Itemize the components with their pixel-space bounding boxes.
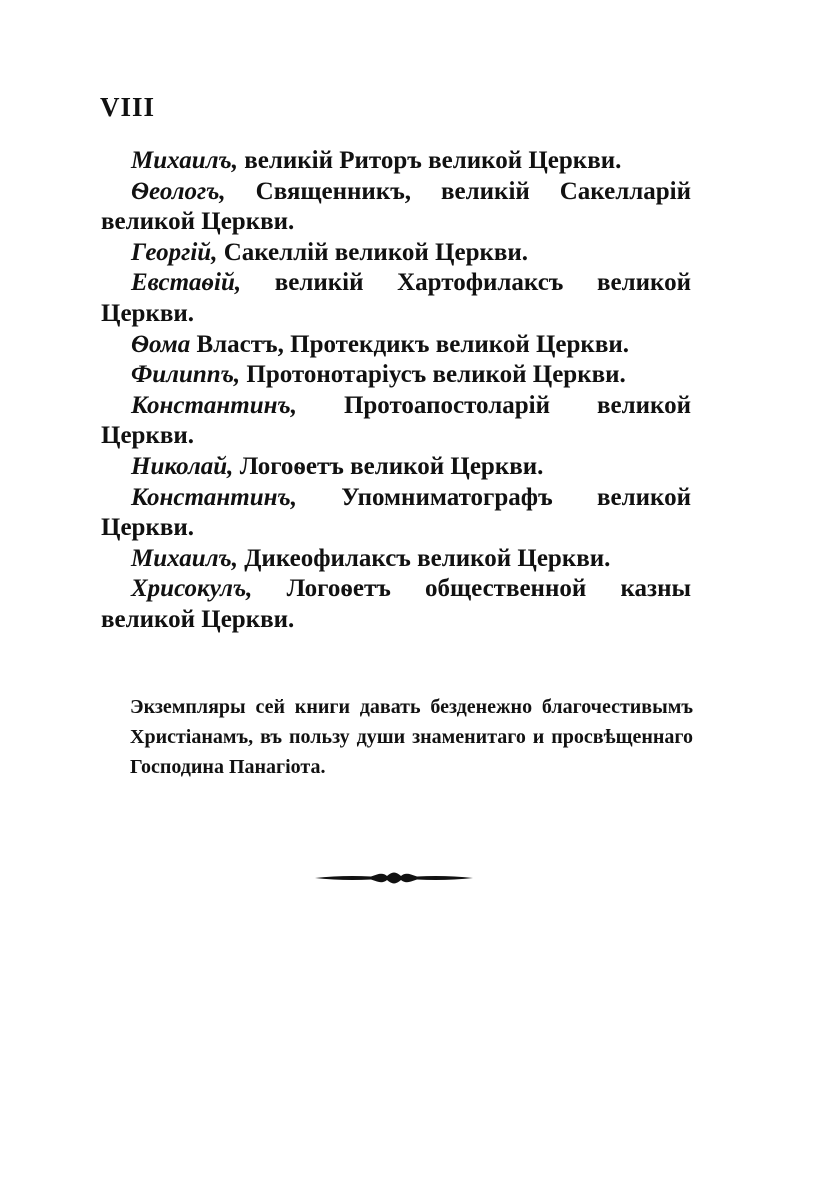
official-title: Дикеофилаксъ великой Церкви.: [237, 544, 611, 572]
official-name: Ѳома: [131, 330, 191, 358]
official-name: Хрисокулъ,: [131, 575, 253, 603]
official-title: Священникъ, великій Сакелларій великой Церкви.: [101, 177, 691, 236]
official-title: Протоапостоларій великой Церкви.: [101, 391, 691, 450]
ornament-divider: [313, 868, 475, 888]
official-title: великій Хартофилаксъ великой Церкви.: [101, 269, 691, 327]
list-item: [101, 330, 691, 361]
official-title: Протонотаріусъ великой Церкви.: [240, 361, 626, 389]
official-name: Ѳеологъ,: [131, 177, 226, 205]
official-name: Николай,: [131, 452, 234, 480]
official-name: Константинъ,: [131, 391, 297, 419]
official-title: великій Риторъ великой Церкви.: [237, 147, 622, 174]
official-name: Евстаѳій,: [131, 269, 242, 297]
list-item: [101, 360, 691, 391]
list-item: [101, 268, 691, 329]
distribution-note: Экземпляры сей книги давать безденежно благочестивымъ Христіанамъ, въ пользу души знаменитаго и просвѣщеннаго Господина Панагіота.: [130, 696, 693, 778]
list-item: [101, 177, 691, 238]
page-number: VIII: [100, 92, 156, 122]
official-title: Логоѳетъ общественной казны великой Церкви.: [101, 575, 691, 633]
official-title: Логоѳетъ великой Церкви.: [233, 452, 544, 480]
list-item: [101, 452, 691, 483]
officials-list: [101, 146, 691, 636]
list-item: [101, 146, 691, 177]
list-item: [101, 544, 691, 575]
list-item: [101, 238, 691, 269]
official-name: Константинъ,: [131, 483, 297, 511]
official-title: Властъ, Протекдикъ великой Церкви.: [190, 330, 629, 358]
official-title: Упомниматографъ великой Церкви.: [101, 483, 691, 542]
official-name: Михаилъ,: [131, 147, 238, 174]
official-name: Георгій,: [131, 238, 218, 266]
list-item: [101, 574, 691, 635]
list-item: [101, 483, 691, 544]
official-name: Михаилъ,: [131, 544, 238, 572]
official-title: Сакеллій великой Церкви.: [217, 238, 529, 266]
list-item: [101, 391, 691, 452]
official-name: Филиппъ,: [131, 361, 241, 389]
